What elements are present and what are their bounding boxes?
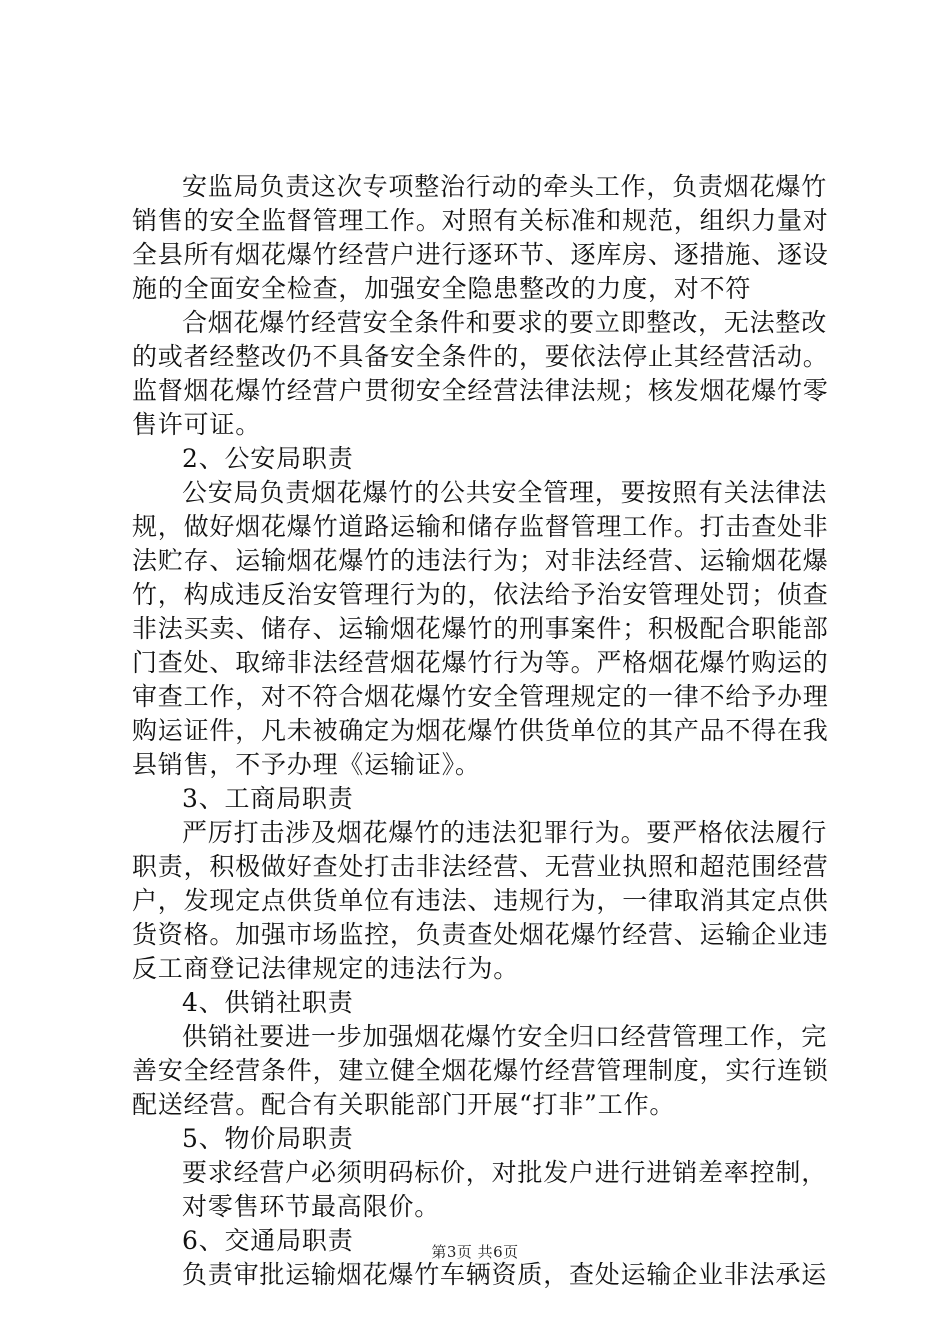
text-line: 严厉打击涉及烟花爆竹的违法犯罪行为。要严格依法履行 — [182, 818, 828, 847]
text-line: 安监局负责这次专项整治行动的牵头工作，负责烟花爆竹 — [182, 172, 828, 201]
text-line: 2、公安局职责 — [182, 444, 354, 473]
document-body — [132, 170, 829, 1292]
text-line: 购运证件，凡未被确定为烟花爆竹供货单位的其产品不得在我 — [132, 716, 829, 745]
text-line: 审查工作，对不符合烟花爆竹安全管理规定的一律不给予办理 — [132, 682, 829, 711]
text-line: 货资格。加强市场监控，负责查处烟花爆竹经营、运输企业违 — [132, 920, 829, 949]
text-line: 非法买卖、储存、运输烟花爆竹的刑事案件；积极配合职能部 — [132, 614, 829, 643]
text-line: 配送经营。配合有关职能部门开展“打非”工作。 — [132, 1090, 676, 1119]
text-line: 职责，积极做好查处打击非法经营、无营业执照和超范围经营 — [132, 852, 829, 881]
text-line: 竹，构成违反治安管理行为的，依法给予治安管理处罚；侦查 — [132, 580, 829, 609]
text-line: 要求经营户必须明码标价，对批发户进行进销差率控制， — [182, 1158, 828, 1187]
text-line: 县销售，不予办理《运输证》。 — [132, 750, 481, 779]
text-line: 全县所有烟花爆竹经营户进行逐环节、逐库房、逐措施、逐设 — [132, 240, 829, 269]
page-footer: 第3页 共6页 — [431, 1243, 519, 1261]
text-line: 5、物价局职责 — [182, 1124, 354, 1153]
text-line: 销售的安全监督管理工作。对照有关标准和规范，组织力量对 — [132, 206, 829, 235]
text-line: 法贮存、运输烟花爆竹的违法行为；对非法经营、运输烟花爆 — [132, 546, 829, 575]
text-line: 监督烟花爆竹经营户贯彻安全经营法律法规；核发烟花爆竹零 — [132, 376, 829, 405]
text-line: 3、工商局职责 — [182, 784, 354, 813]
text-line: 规，做好烟花爆竹道路运输和储存监督管理工作。打击查处非 — [132, 512, 829, 541]
text-line: 善安全经营条件，建立健全烟花爆竹经营管理制度，实行连锁 — [132, 1056, 829, 1085]
text-line: 施的全面安全检查，加强安全隐患整改的力度，对不符 — [132, 274, 752, 303]
text-line: 对零售环节最高限价。 — [182, 1192, 441, 1221]
text-line: 负责审批运输烟花爆竹车辆资质，查处运输企业非法承运 — [182, 1260, 828, 1289]
text-line: 门查处、取缔非法经营烟花爆竹行为等。严格烟花爆竹购运的 — [132, 648, 829, 677]
text-line: 公安局负责烟花爆竹的公共安全管理，要按照有关法律法 — [182, 478, 828, 507]
text-line: 供销社要进一步加强烟花爆竹安全归口经营管理工作，完 — [182, 1022, 828, 1051]
text-line: 售许可证。 — [132, 410, 262, 439]
text-line: 户，发现定点供货单位有违法、违规行为，一律取消其定点供 — [132, 886, 829, 915]
text-line: 4、供销社职责 — [182, 988, 354, 1017]
text-line: 6、交通局职责 — [182, 1226, 354, 1255]
text-line: 反工商登记法律规定的违法行为。 — [132, 954, 520, 983]
text-line: 合烟花爆竹经营安全条件和要求的要立即整改，无法整改 — [182, 308, 828, 337]
text-line: 的或者经整改仍不具备安全条件的，要依法停止其经营活动。 — [132, 342, 829, 371]
